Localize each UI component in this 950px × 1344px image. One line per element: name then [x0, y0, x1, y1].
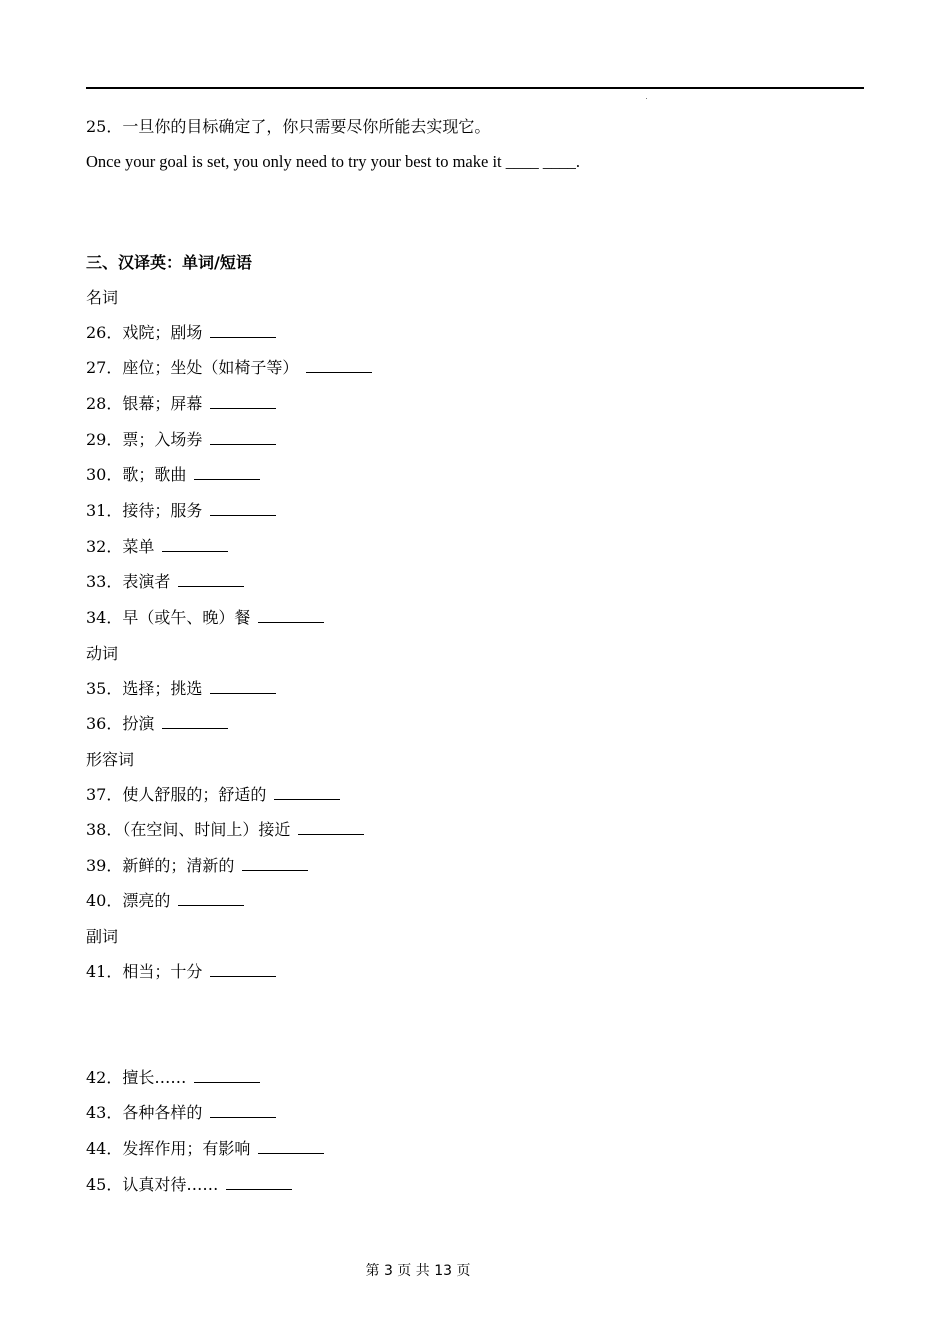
answer-blank[interactable]: [210, 394, 276, 409]
answer-blank[interactable]: [194, 465, 260, 480]
answer-blank[interactable]: [210, 323, 276, 338]
answer-blank[interactable]: [210, 430, 276, 445]
item-text: 29．票；入场券: [86, 430, 203, 449]
answer-blank[interactable]: [258, 608, 324, 623]
list-item: [86, 430, 276, 450]
item-text: 44．发挥作用；有影响: [86, 1139, 251, 1158]
list-item: [86, 358, 372, 378]
section-title: 三、汉译英：单词/短语: [86, 253, 252, 272]
list-item: [86, 962, 276, 982]
list-item: [86, 1103, 276, 1123]
answer-blank[interactable]: [258, 1139, 324, 1154]
list-item: [86, 820, 364, 840]
answer-blank[interactable]: [210, 501, 276, 516]
answer-blank[interactable]: [178, 891, 244, 906]
item-text: 41．相当；十分: [86, 962, 203, 981]
verb-label: 动词: [86, 644, 119, 663]
item-text: 42．擅长……: [86, 1068, 187, 1087]
item-text: 35．选择；挑选: [86, 679, 203, 698]
list-item: [86, 856, 308, 876]
list-item: [86, 537, 228, 557]
list-item: [86, 323, 276, 343]
page-footer: 第 3 页 共 13 页: [365, 1263, 471, 1279]
item-text: 43．各种各样的: [86, 1103, 203, 1122]
list-item: [86, 572, 244, 592]
item-text: 31．接待；服务: [86, 501, 203, 520]
answer-blank[interactable]: [162, 537, 228, 552]
answer-blank[interactable]: [194, 1068, 260, 1083]
list-item: [86, 501, 276, 521]
list-item: [86, 1068, 260, 1088]
q25-english: Once your goal is set, you only need to try your best to make it ____ ____.: [86, 152, 581, 171]
item-text: 33．表演者: [86, 572, 171, 591]
item-text: 27．座位；坐处（如椅子等）: [86, 358, 299, 377]
answer-blank[interactable]: [210, 1103, 276, 1118]
item-text: 30．歌；歌曲: [86, 465, 187, 484]
list-item: [86, 1175, 292, 1195]
answer-blank[interactable]: [210, 962, 276, 977]
item-text: 36．扮演: [86, 714, 155, 733]
item-text: 28．银幕；屏幕: [86, 394, 203, 413]
answer-blank[interactable]: [226, 1175, 292, 1190]
list-item: [86, 1139, 324, 1159]
adj-label: 形容词: [86, 750, 135, 769]
list-item: [86, 394, 276, 414]
item-text: 37．使人舒服的；舒适的: [86, 785, 267, 804]
item-text: 38．（在空间、时间上）接近: [86, 820, 291, 839]
header-rule: [86, 87, 864, 89]
item-text: 39．新鲜的；清新的: [86, 856, 235, 875]
answer-blank[interactable]: [274, 785, 340, 800]
noun-label: 名词: [86, 288, 119, 307]
answer-blank[interactable]: [242, 856, 308, 871]
list-item: [86, 608, 324, 628]
list-item: [86, 679, 276, 699]
answer-blank[interactable]: [306, 358, 372, 373]
list-item: [86, 785, 340, 805]
adv-label: 副词: [86, 927, 119, 946]
answer-blank[interactable]: [178, 572, 244, 587]
answer-blank[interactable]: [162, 714, 228, 729]
header-dot: [646, 98, 647, 99]
list-item: [86, 714, 228, 734]
list-item: [86, 891, 244, 911]
item-text: 26．戏院；剧场: [86, 323, 203, 342]
answer-blank[interactable]: [298, 820, 364, 835]
item-text: 40．漂亮的: [86, 891, 171, 910]
item-text: 34．早（或午、晚）餐: [86, 608, 251, 627]
item-text: 32．菜单: [86, 537, 155, 556]
list-item: [86, 465, 260, 485]
item-text: 45．认真对待……: [86, 1175, 219, 1194]
answer-blank[interactable]: [210, 679, 276, 694]
q25-chinese: 25．一旦你的目标确定了，你只需要尽你所能去实现它。: [86, 117, 491, 136]
